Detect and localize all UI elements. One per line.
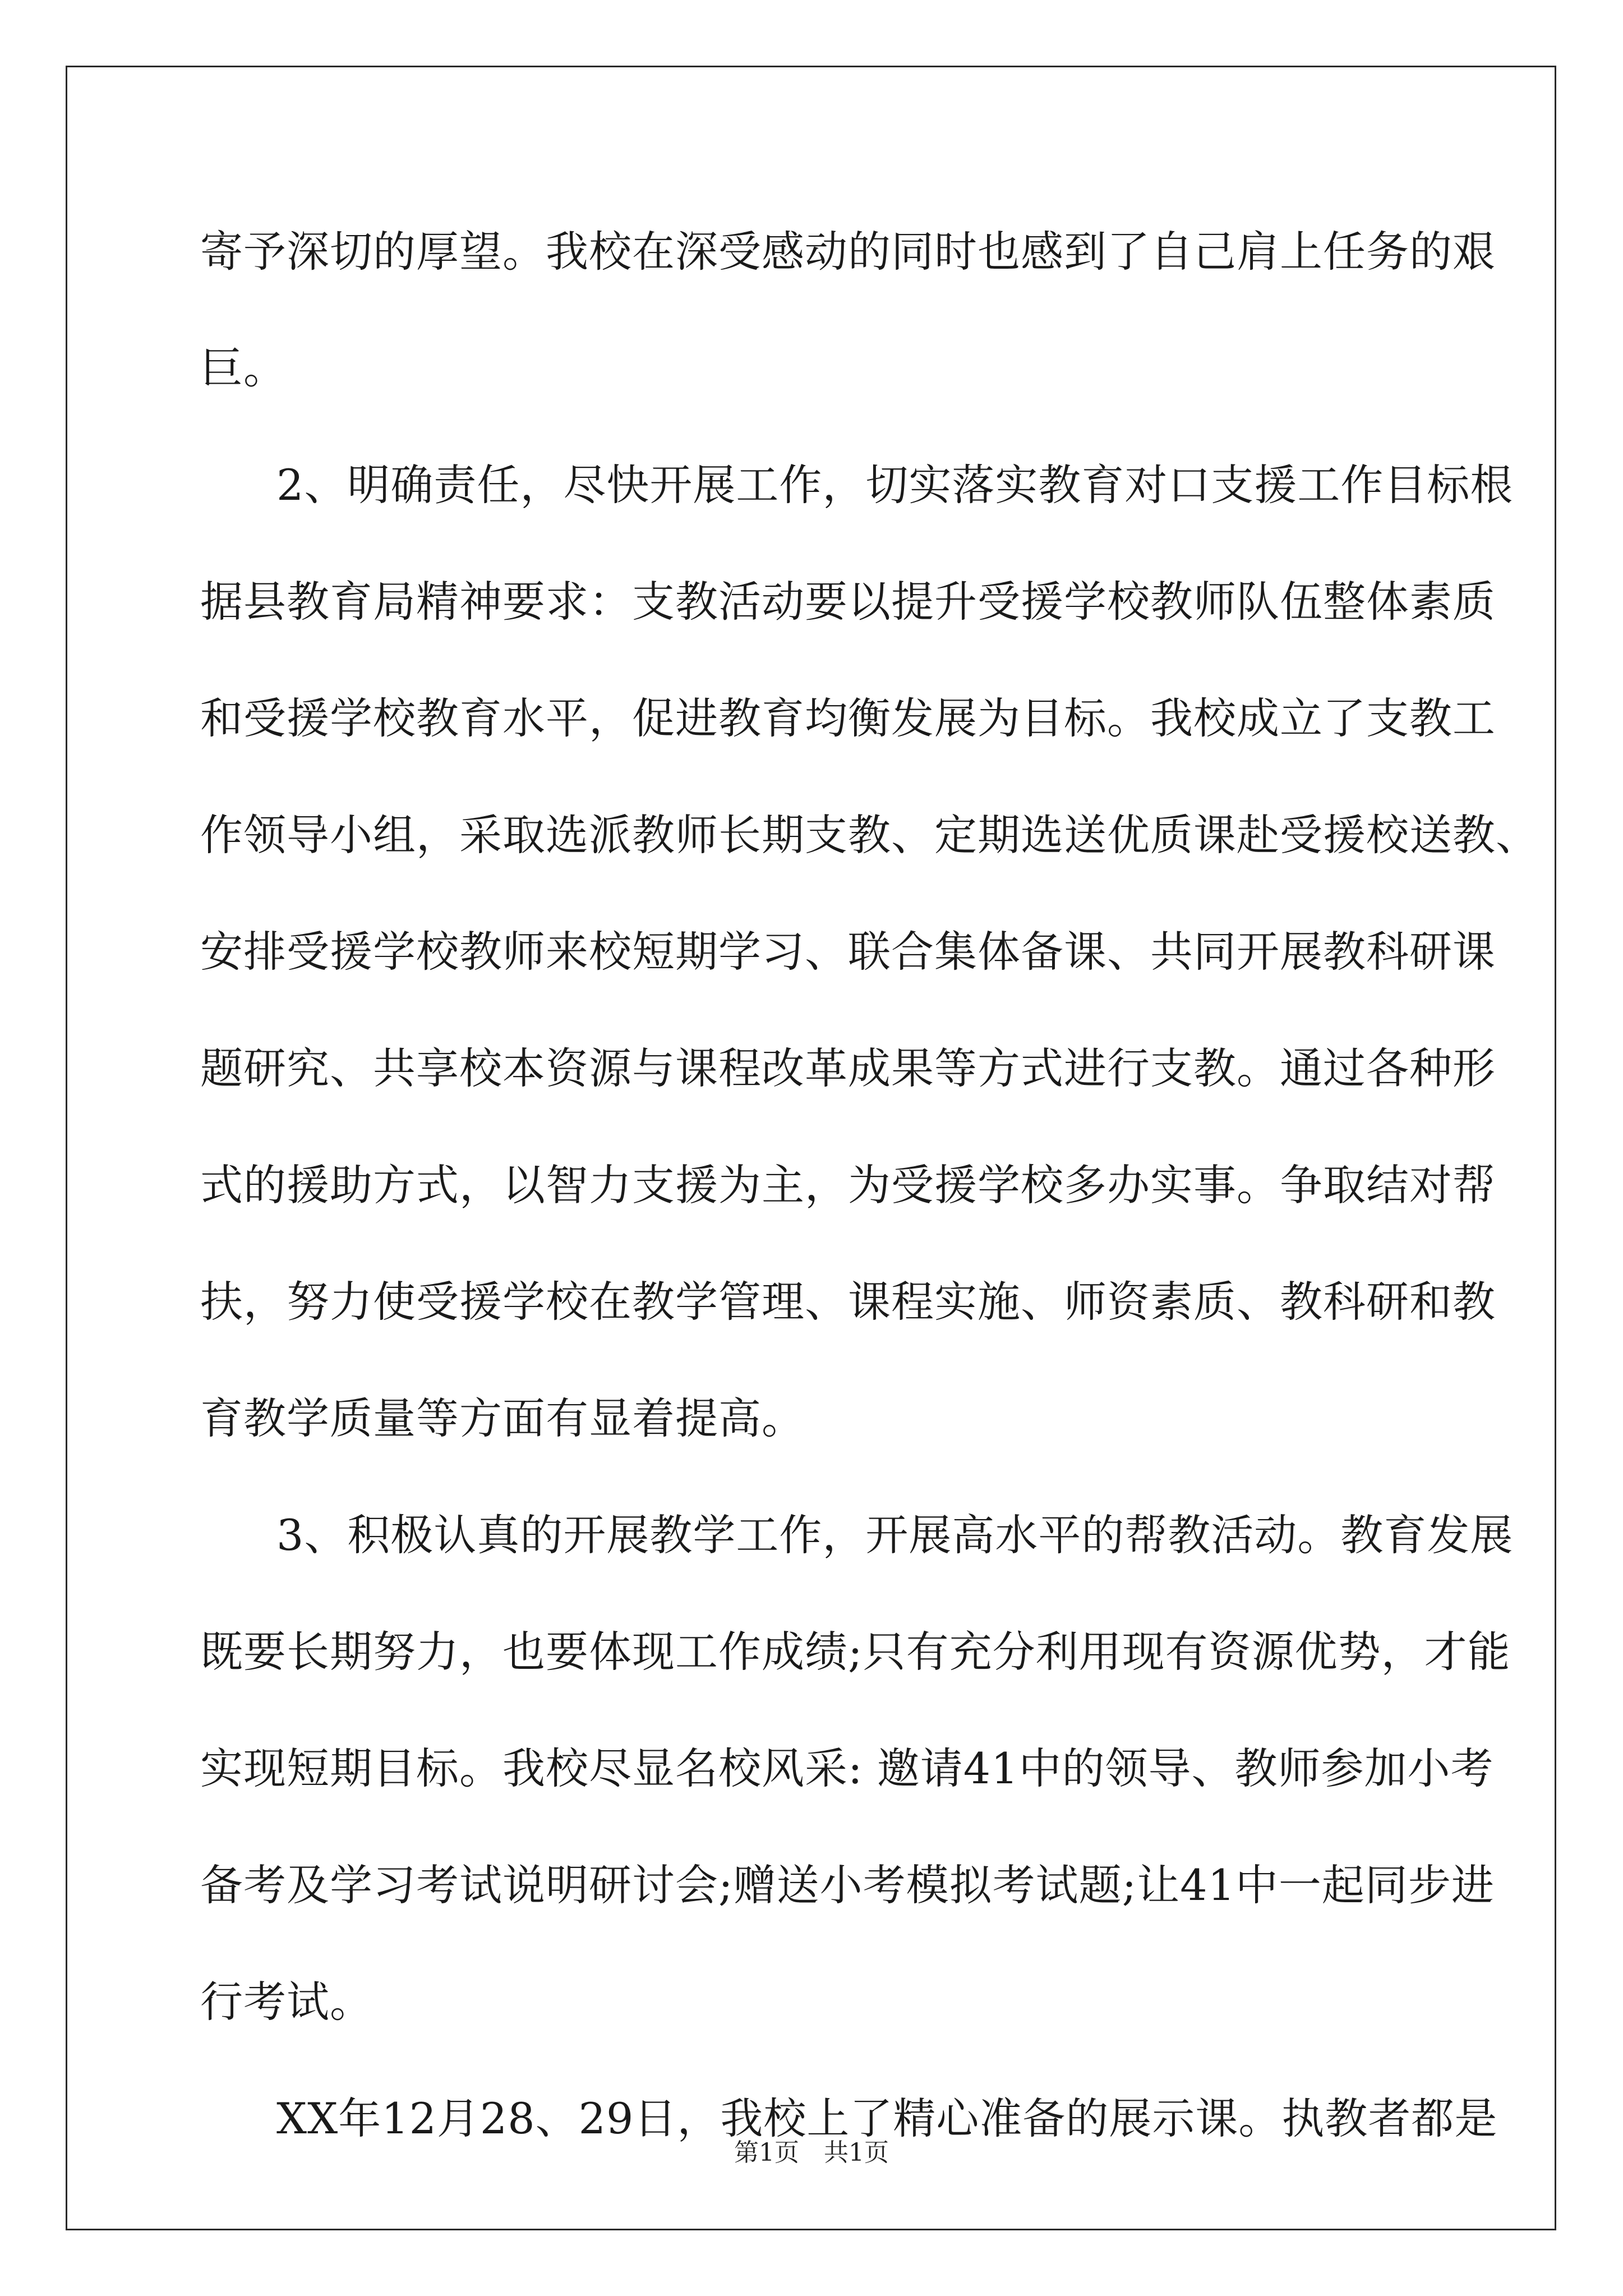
- text-line: 安排受援学校教师来校短期学习、联合集体备课、共同开展教科研课: [200, 927, 1496, 977]
- paragraph-start-line: 3、积极认真的开展教学工作，开展高水平的帮教活动。教育发展: [276, 1510, 1514, 1560]
- text-line: 作领导小组，采取选派教师长期支教、定期选送优质课赴受援校送教、: [200, 810, 1539, 860]
- text-line: 巨。: [200, 343, 287, 393]
- text-line: 既要长期努力，也要体现工作成绩;只有充分利用现有资源优势，才能: [200, 1627, 1511, 1677]
- text-line: 式的援助方式，以智力支援为主，为受援学校多办实事。争取结对帮: [200, 1160, 1496, 1210]
- text-line: 行考试。: [200, 1977, 373, 2027]
- paragraph-start-line: XX年12月28、29日，我校上了精心准备的展示课。执教者都是: [276, 2093, 1498, 2143]
- page-number-footer: 第1页 共1页: [734, 2138, 889, 2167]
- text-line: 据县教育局精神要求：支教活动要以提升受援学校教师队伍整体素质: [200, 577, 1496, 627]
- text-line: 和受援学校教育水平，促进教育均衡发展为目标。我校成立了支教工: [200, 693, 1496, 743]
- text-line: 备考及学习考试说明研讨会;赠送小考模拟考试题;让41中一起同步进: [200, 1860, 1495, 1910]
- text-line: 题研究、共享校本资源与课程改革成果等方式进行支教。通过各种形: [200, 1043, 1496, 1093]
- text-line: 育教学质量等方面有显着提高。: [200, 1393, 805, 1443]
- document-body: [200, 215, 1539, 2199]
- text-line: 扶，努力使受援学校在教学管理、课程实施、师资素质、教科研和教: [200, 1277, 1496, 1327]
- paragraph-start-line: 2、明确责任，尽快开展工作，切实落实教育对口支援工作目标根: [276, 460, 1514, 510]
- text-line: 寄予深切的厚望。我校在深受感动的同时也感到了自己肩上任务的艰: [200, 227, 1496, 277]
- text-line: 实现短期目标。我校尽显名校风采: 邀请41中的领导、教师参加小考: [200, 1743, 1494, 1793]
